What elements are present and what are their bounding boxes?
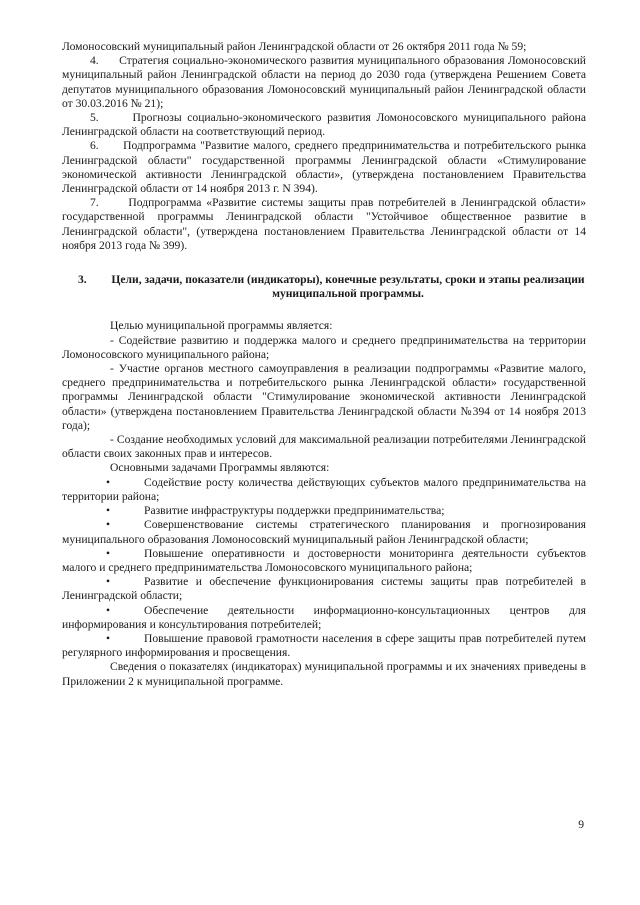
section-heading	[62, 273, 586, 301]
task-text: Содействие росту количества действующих субъектов малого предпринимательства на территории района;	[62, 475, 586, 503]
tasks-intro: Основными задачами Программы являются:	[110, 461, 330, 475]
bullet-icon: •	[106, 518, 111, 532]
closing-paragraph: Сведения о показателях (индикаторах) муниципальной программы и их значениях приведены в Приложении 2 к муниципальной программе.	[62, 660, 586, 688]
task-text: Развитие и обеспечение функционирования системы защиты прав потребителей в Ленинградской области;	[62, 575, 586, 603]
bullet-icon: •	[106, 603, 111, 617]
task-text: Совершенствование системы стратегического планирования и прогнозирования муниципального образования Ломоносовский муниципальный район Ленинградской области;	[62, 518, 586, 546]
goal-2: - Участие органов местного самоуправления в реализации подпрограммы «Развитие малого, среднего предпринимательства и потребительского рынка Ленинградской области» государственной программы Ленинградской области "Стимулирование экономической активности Ленинградской области» (утверждена постановлением Правительства Ленинградской области №394 от 14 ноября 2013 года);	[62, 362, 586, 432]
list-item-4: 4. Стратегия социально-экономического развития муниципального образования Ломоносовский муниципальный район Ленинградской области на период до 2030 года (утверждена Решением Совета депутатов муниципального образования Ломоносовский муниципальный район Ленинградской области от 30.03.2016 № 21);	[62, 54, 586, 110]
task-text: Повышение правовой грамотности населения в сфере защиты прав потребителей путем регулярного информирования и просвещения.	[62, 631, 586, 660]
bullet-icon: •	[106, 475, 111, 489]
list-item-7: 7. Подпрограмма «Развитие системы защиты прав потребителей в Ленинградской области» государственной программы Ленинградской области "Устойчивое общественное развитие в Ленинградской области", (утверждена постановлением Правительства Ленинградской области от 14 ноября 2013 года № 399).	[62, 196, 586, 252]
task-text: Развитие инфраструктуры поддержки предпринимательства;	[144, 504, 445, 518]
goal-1: - Содействие развитию и поддержка малого и среднего предпринимательства на территории Ломоносовского муниципального района;	[62, 333, 586, 361]
list-item-6: 6. Подпрограмма "Развитие малого, среднего предпринимательства и потребительского рынка Ленинградской области" государственной программы Ленинградской области «Стимулирование экономической активности Ленинградской области», (утверждена постановлением Правительства Ленинградской области от 14 ноября 2013 г. N 394).	[62, 139, 586, 196]
section-number: 3.	[78, 273, 87, 287]
task-text: Обеспечение деятельности информационно-консультационных центров для информирования и консультирования потребителей;	[62, 603, 586, 631]
section-title: Цели, задачи, показатели (индикаторы), конечные результаты, сроки и этапы реализации муниципальной программы.	[111, 273, 585, 301]
task-item	[62, 575, 586, 603]
bullet-icon: •	[106, 504, 111, 518]
task-item	[62, 547, 586, 575]
task-item	[62, 604, 586, 632]
paragraph-continuation: Ломоносовский муниципальный район Ленинградской области от 26 октября 2011 года № 59;	[62, 40, 527, 53]
task-item	[62, 476, 586, 504]
task-text: Повышение оперативности и достоверности мониторинга деятельности субъектов малого и среднего предпринимательства Ломоносовского муниципального района;	[62, 546, 586, 574]
bullet-icon: •	[106, 631, 111, 645]
task-item	[62, 504, 586, 518]
page-number: 9	[578, 818, 584, 831]
goal-3: - Создание необходимых условий для максимальной реализации потребителями Ленинградской области своих законных прав и интересов.	[62, 433, 586, 461]
list-item-5: 5. Прогнозы социально-экономического развития Ломоносовского муниципального района Ленинградской области на соответствующий период.	[62, 111, 586, 139]
bullet-icon: •	[106, 575, 111, 589]
bullet-icon: •	[106, 546, 111, 560]
page-body	[62, 40, 586, 689]
task-item	[62, 632, 586, 660]
task-item	[62, 518, 586, 546]
goals-intro: Целью муниципальной программы является:	[110, 319, 333, 333]
